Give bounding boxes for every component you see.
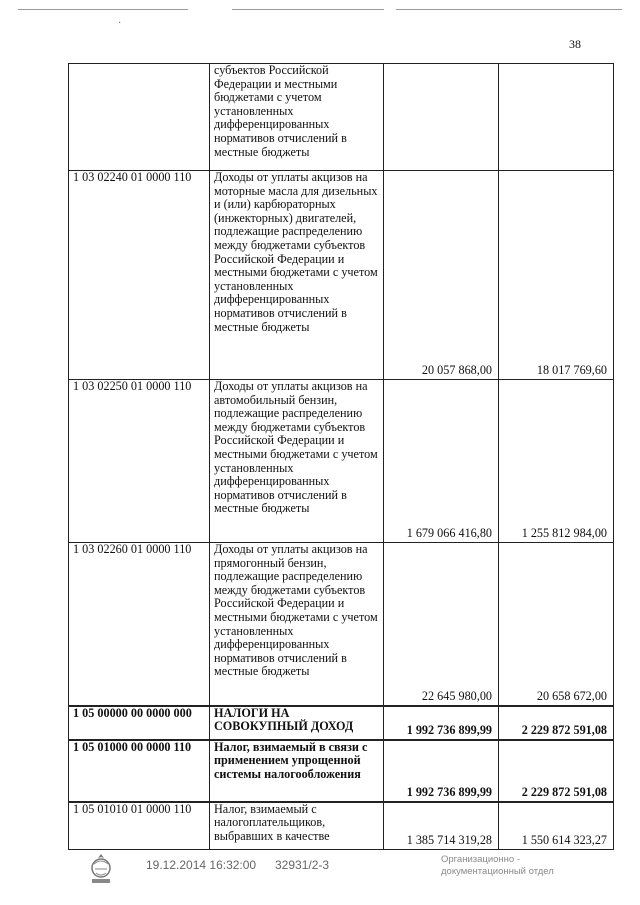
table-row (69, 171, 614, 380)
stamp-document-number: 32931/2-3 (275, 858, 330, 872)
row-name: субъектов Российской Федерации и местными бюджетами с учетом установленных дифференцированных нормативов отчислений в местные бюджеты (210, 64, 384, 171)
row-value-2: 1 550 614 323,27 (499, 802, 614, 850)
registration-stamp-footer (0, 852, 640, 892)
row-code: 1 05 01010 01 0000 110 (69, 802, 210, 850)
row-code: 1 05 00000 00 0000 000 (69, 706, 210, 740)
stamp-date: 19.12.2014 16:32:00 (146, 858, 257, 872)
row-value-1: 1 385 714 319,28 (384, 802, 499, 850)
row-value-1: 1 992 736 899,99 (384, 740, 499, 802)
row-code: 1 03 02260 01 0000 110 (69, 543, 210, 706)
row-value-1: 1 992 736 899,99 (384, 706, 499, 740)
table-row (69, 706, 614, 740)
table-row (69, 64, 614, 171)
scan-top-rule (396, 9, 622, 10)
row-name: Доходы от уплаты акцизов на автомобильный бензин, подлежащие распределению между бюджетами субъектов Российской Федерации и местными бюджетами с учетом установленных дифференцированных нормативов отчислений в местные бюджеты (210, 380, 384, 543)
row-name: Налог, взимаемый в связи с применением упрощенной системы налогообложения (210, 740, 384, 802)
row-name: Доходы от уплаты акцизов на прямогонный бензин, подлежащие распределению между бюджетами субъектов Российской Федерации и местными бюджетами с учетом установленных дифференцированных нормативов отчислений в местные бюджеты (210, 543, 384, 706)
row-value-2: 2 229 872 591,08 (499, 706, 614, 740)
row-value-2 (499, 64, 614, 171)
row-name: Доходы от уплаты акцизов на моторные масла для дизельных и (или) карбюраторных (инжекторных) двигателей, подлежащие распределению между бюджетами субъектов Российской Федерации и местными бюджетами с учетом установленных дифференцированных нормативов отчислений в местные бюджеты (210, 171, 384, 380)
table-row (69, 543, 614, 706)
table-row (69, 380, 614, 543)
row-value-1: 22 645 980,00 (384, 543, 499, 706)
row-name: Налог, взимаемый с налогоплательщиков, выбравших в качестве (210, 802, 384, 850)
scan-top-rule (232, 9, 384, 10)
budget-revenue-table (68, 63, 614, 850)
row-code: 1 03 02250 01 0000 110 (69, 380, 210, 543)
row-code: 1 05 01000 00 0000 110 (69, 740, 210, 802)
row-value-1 (384, 64, 499, 171)
row-value-1: 20 057 868,00 (384, 171, 499, 380)
coat-of-arms-icon (88, 852, 114, 891)
scan-speck: · (118, 18, 122, 29)
page-number: 38 (569, 37, 581, 51)
row-value-1: 1 679 066 416,80 (384, 380, 499, 543)
row-value-2: 1 255 812 984,00 (499, 380, 614, 543)
row-value-2: 18 017 769,60 (499, 171, 614, 380)
row-value-2: 2 229 872 591,08 (499, 740, 614, 802)
table-row (69, 740, 614, 802)
scan-top-rule (18, 9, 188, 10)
table-row (69, 802, 614, 850)
row-name: НАЛОГИ НА СОВОКУПНЫЙ ДОХОД (210, 706, 384, 740)
row-value-2: 20 658 672,00 (499, 543, 614, 706)
stamp-department-line-1: Организационно - (441, 854, 521, 865)
stamp-department-line-2: документационный отдел (441, 866, 554, 877)
row-code (69, 64, 210, 171)
row-code: 1 03 02240 01 0000 110 (69, 171, 210, 380)
stamp-department (441, 854, 554, 878)
